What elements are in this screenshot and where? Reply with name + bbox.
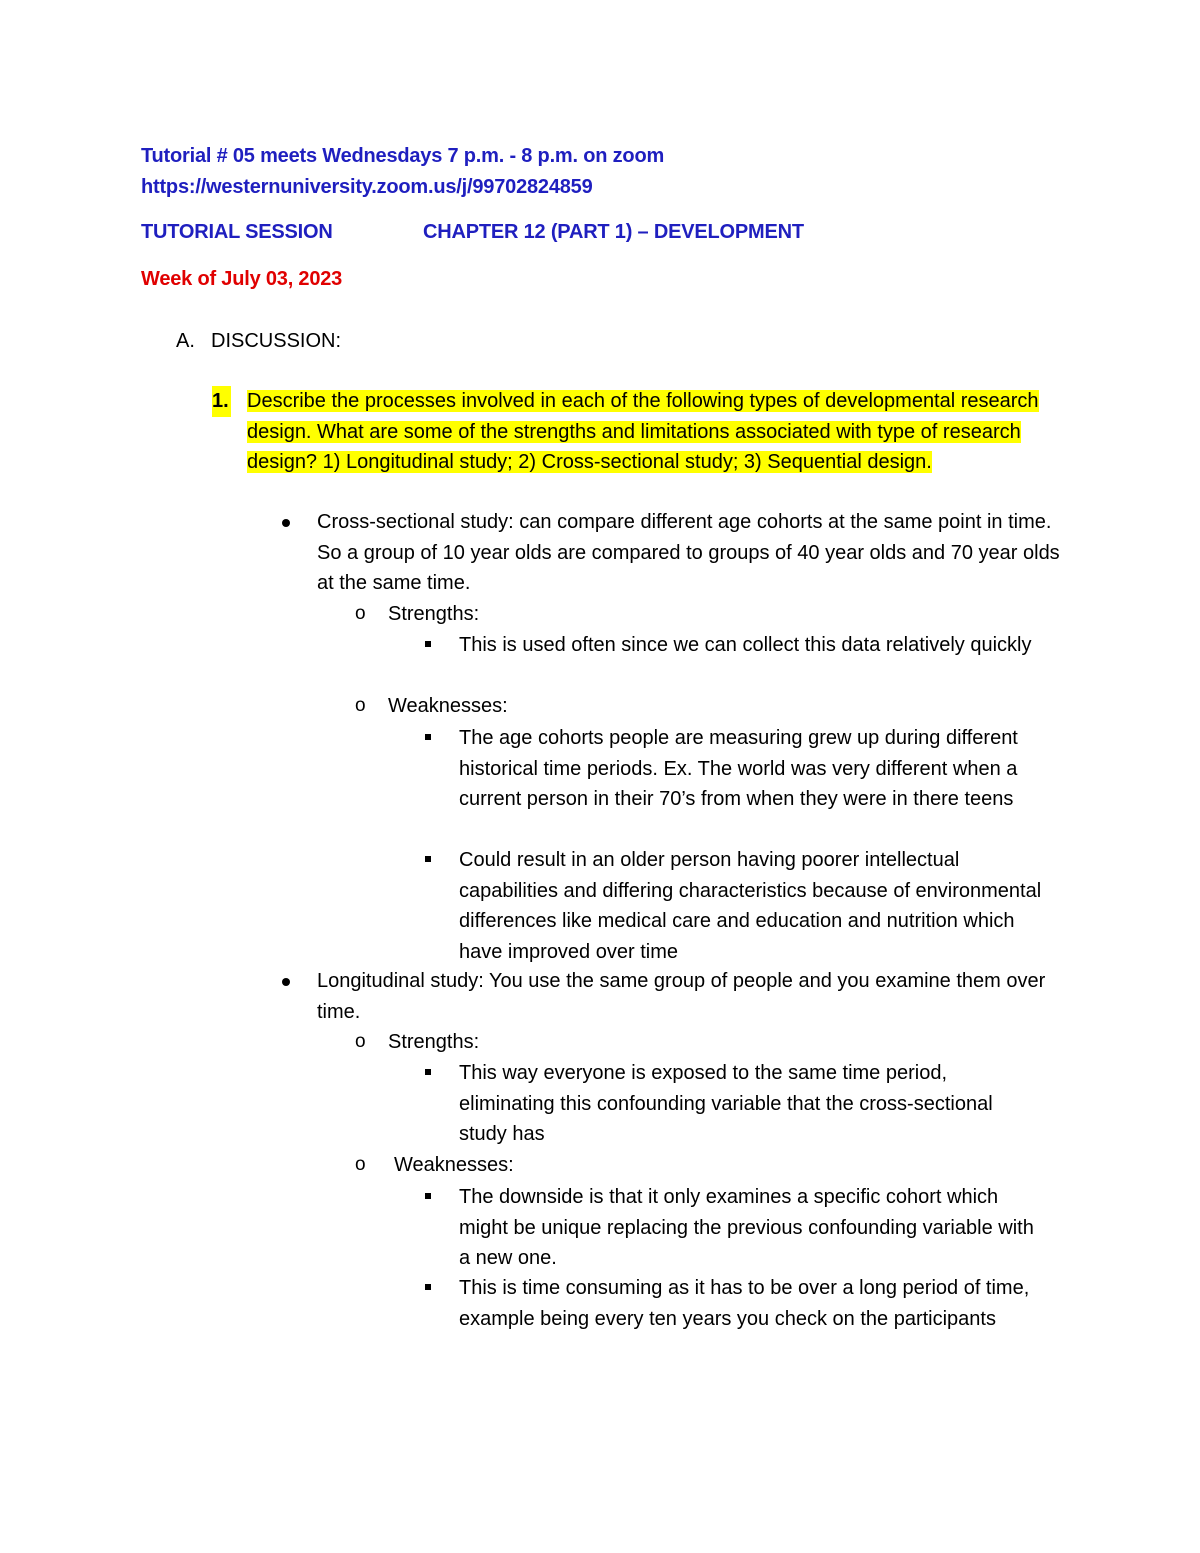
weakness-text: The downside is that it only examines a specific cohort which might be unique replacing the previous confounding variable with a new one.	[459, 1186, 1034, 1269]
weakness-text: This is time consuming as it has to be over a long period of time, example being every ten years you check on the participants	[459, 1277, 1030, 1330]
section-a-title: DISCUSSION:	[211, 330, 342, 352]
cross-sectional-strengths	[355, 599, 1055, 630]
longitudinal-strengths	[355, 1027, 1055, 1058]
bullet-cross-sectional	[282, 507, 1062, 599]
square-bullet-icon	[425, 734, 431, 740]
square-bullet-icon	[425, 641, 431, 647]
longitudinal-weakness-item	[425, 1182, 1045, 1274]
strengths-label: Strengths:	[388, 603, 480, 625]
longitudinal-text: Longitudinal study: You use the same group of people and you examine them over time.	[317, 970, 1046, 1023]
cross-sectional-text: Cross-sectional study: can compare different age cohorts at the same point in time. So a group of 10 year olds are compared to groups of 40 year olds and 70 year olds at the same time.	[317, 511, 1060, 594]
weakness-text: The age cohorts people are measuring grew up during different historical time periods. Ex. The world was very different when a current person in their 70’s from when they were in there teens	[459, 727, 1018, 810]
cross-sectional-weaknesses	[355, 691, 1055, 722]
circle-bullet-icon: o	[355, 1154, 366, 1175]
strength-text: This is used often since we can collect this data relatively quickly	[459, 634, 1032, 656]
strength-text: This way everyone is exposed to the same time period, eliminating this confounding variable that the cross-sectional study has	[459, 1062, 993, 1145]
question-1-number: 1.	[212, 386, 231, 417]
weaknesses-label: Weaknesses:	[388, 695, 508, 717]
weakness-text: Could result in an older person having poorer intellectual capabilities and differing characteristics because of environmental differences like medical care and education and nutrition which have improved over time	[459, 849, 1042, 963]
tutorial-schedule-line: Tutorial # 05 meets Wednesdays 7 p.m. - 8 p.m. on zoom	[141, 145, 665, 167]
square-bullet-icon	[425, 1284, 431, 1290]
square-bullet-icon	[425, 856, 431, 862]
cross-sectional-weakness-item	[425, 845, 1045, 967]
question-1-text: Describe the processes involved in each of the following types of developmental research design. What are some of the strengths and limitations associated with type of research design? 1) Longitudinal study; 2) Cross-sectional study; 3) Sequential design.	[247, 390, 1039, 473]
square-bullet-icon	[425, 1193, 431, 1199]
longitudinal-weaknesses	[355, 1150, 1055, 1181]
square-bullet-icon	[425, 1069, 431, 1075]
weaknesses-label: Weaknesses:	[394, 1154, 514, 1176]
longitudinal-strength-item	[425, 1058, 1045, 1150]
cross-sectional-strength-item	[425, 630, 1045, 661]
week-label: Week of July 03, 2023	[141, 268, 343, 290]
bullet-longitudinal	[282, 966, 1062, 1027]
longitudinal-weakness-item	[425, 1273, 1045, 1334]
section-a-letter: A.	[176, 330, 195, 352]
session-label: TUTORIAL SESSION	[141, 221, 333, 243]
bullet-dot-icon	[282, 519, 290, 527]
question-1	[212, 386, 1062, 478]
circle-bullet-icon: o	[355, 603, 366, 624]
circle-bullet-icon: o	[355, 1031, 366, 1052]
bullet-dot-icon	[282, 978, 290, 986]
zoom-link[interactable]: https://westernuniversity.zoom.us/j/99702824859	[141, 176, 593, 198]
section-a-heading	[176, 326, 341, 356]
strengths-label: Strengths:	[388, 1031, 480, 1053]
circle-bullet-icon: o	[355, 695, 366, 716]
cross-sectional-weakness-item	[425, 723, 1045, 815]
chapter-label: CHAPTER 12 (PART 1) – DEVELOPMENT	[423, 221, 804, 243]
